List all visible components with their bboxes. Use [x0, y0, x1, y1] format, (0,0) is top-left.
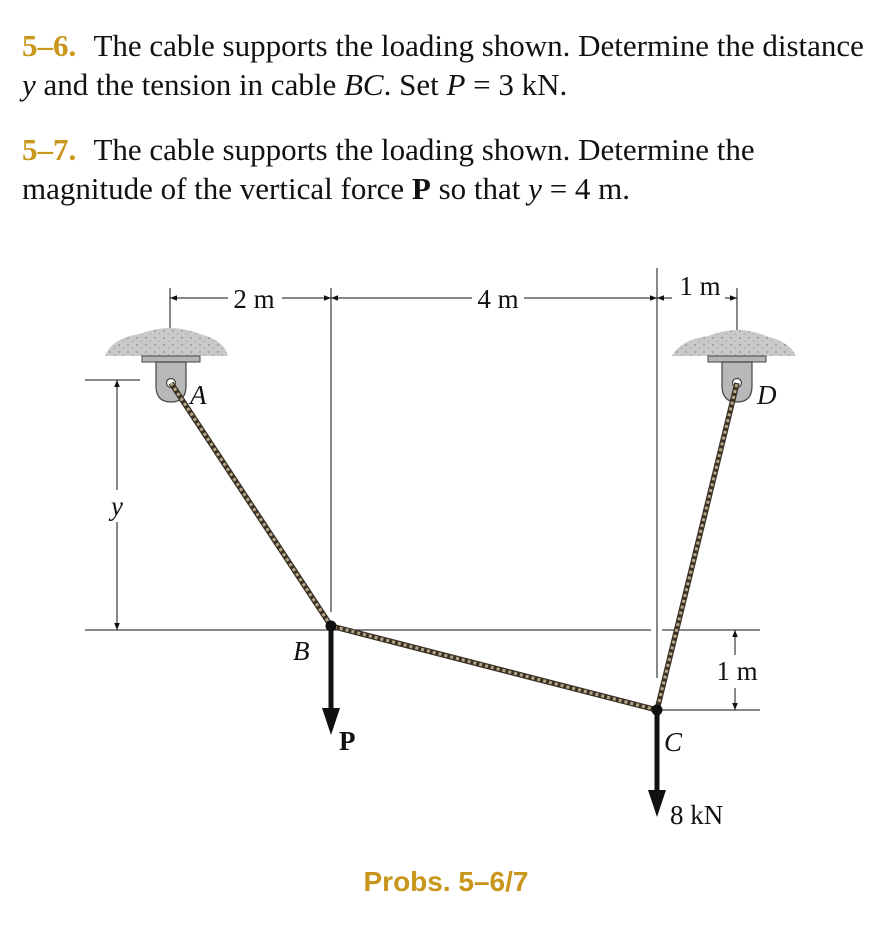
dim-cd-label: 1 m: [679, 271, 721, 301]
problem-text: = 3 kN.: [473, 67, 568, 102]
point-d-label: D: [757, 380, 777, 410]
problem-number: 5–6.: [22, 28, 77, 63]
dim-ab-label: 2 m: [233, 284, 275, 314]
problem-text: . Set: [383, 67, 439, 102]
dim-y-label: y: [111, 491, 123, 521]
problem-text: = 4 m.: [549, 171, 631, 206]
dim-bc-label: 4 m: [477, 284, 519, 314]
load-p-arrow: [322, 628, 340, 735]
point-b-label: B: [293, 636, 310, 666]
load-p-label: P: [339, 726, 356, 756]
problem-text: The cable supports the loading shown. Determine the magnitude of the vertical force: [22, 132, 755, 206]
point-c-label: C: [664, 727, 683, 757]
dim-vertical-label: 1 m: [716, 656, 758, 686]
point-a-label: A: [190, 380, 207, 410]
problem-text: so that: [438, 171, 521, 206]
problem-text: and the tension in cable: [43, 67, 337, 102]
problem-text: The cable supports the loading shown. Determine the distance: [93, 28, 864, 63]
figure-caption: Probs. 5–6/7: [363, 866, 529, 897]
var-bc: BC: [343, 67, 384, 102]
var-y: y: [528, 171, 542, 206]
var-p-bold: P: [411, 171, 431, 206]
load-c-label: 8 kN: [670, 800, 724, 830]
cable: [171, 383, 737, 710]
var-y: y: [22, 67, 36, 102]
problem-number: 5–7.: [22, 132, 77, 167]
var-p: P: [446, 67, 466, 102]
support-a: [105, 328, 228, 402]
